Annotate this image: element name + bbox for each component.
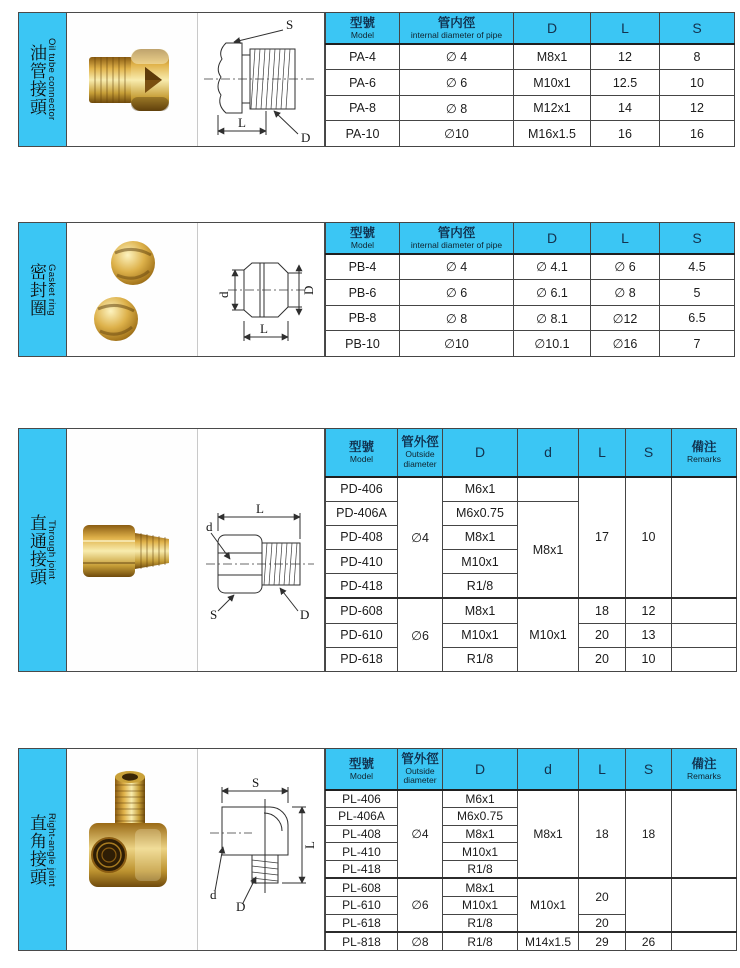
dim-label-l: L (260, 321, 268, 336)
product-panel (18, 12, 325, 147)
column-header: 型號 Model (326, 429, 398, 477)
spec-cell: PB-4 (326, 254, 400, 280)
category-label-oil-tube-connector (19, 13, 67, 146)
spec-cell: M6x1 (443, 790, 518, 808)
spec-cell: M8x1 (443, 825, 518, 843)
dim-label-d-big: D (301, 285, 316, 295)
column-header: L (579, 749, 626, 790)
dim-label-s: S (286, 17, 294, 32)
spec-cell: 13 (626, 623, 672, 647)
spec-cell: PL-608 (326, 878, 398, 896)
dim-label-l: L (302, 841, 317, 849)
spec-cell: M6x0.75 (443, 501, 518, 525)
spec-cell: M8x1 (518, 501, 579, 598)
table-row (326, 878, 737, 896)
column-header: D (443, 749, 518, 790)
spec-cell: 8 (660, 44, 735, 70)
spec-cell: 10 (660, 70, 735, 96)
spec-cell: 16 (591, 121, 660, 147)
category-label-en: Through joint (46, 520, 57, 580)
technical-drawing-through-joint (198, 429, 324, 671)
column-header: d (518, 749, 579, 790)
category-label-en: Oil tube connector (46, 38, 57, 121)
spec-cell (626, 878, 672, 932)
dim-label-d: D (301, 130, 311, 144)
column-header: d (518, 429, 579, 477)
spec-cell: 17 (579, 477, 626, 599)
spec-cell: PB-6 (326, 280, 400, 306)
spec-cell: 14 (591, 95, 660, 121)
table-row (326, 70, 735, 96)
table-row (326, 477, 737, 502)
spec-cell: M10x1 (443, 623, 518, 647)
spec-cell: 18 (626, 790, 672, 879)
table-row (326, 121, 735, 147)
dim-label-d-big: D (300, 607, 310, 622)
spec-cell (672, 878, 737, 932)
spec-cell: 10 (626, 647, 672, 671)
spec-cell (672, 932, 737, 950)
category-label-through-joint (19, 429, 67, 671)
spec-cell: PB-8 (326, 305, 400, 331)
spec-cell: PL-410 (326, 843, 398, 861)
category-label-cn: 直通接頭 (27, 514, 46, 586)
spec-cell: PD-610 (326, 623, 398, 647)
spec-cell: PD-410 (326, 550, 398, 574)
spec-cell: M8x1 (518, 790, 579, 879)
spec-cell: M8x1 (514, 44, 591, 70)
spec-cell: ∅6 (398, 878, 443, 932)
spec-cell: 10 (626, 477, 672, 599)
dim-label-l: L (238, 115, 246, 130)
spec-table-pl-series (325, 748, 737, 951)
spec-cell: ∅6 (398, 598, 443, 671)
table-row (326, 331, 735, 357)
spec-cell: 4.5 (660, 254, 735, 280)
column-header: 管内徑 internal diameter of pipe (400, 223, 514, 254)
column-header: S (660, 13, 735, 44)
column-header: 管内徑 internal diameter of pipe (400, 13, 514, 44)
spec-cell: ∅4 (398, 477, 443, 599)
column-header: 型號 Model (326, 749, 398, 790)
spec-cell: PA-4 (326, 44, 400, 70)
product-panel (18, 222, 325, 357)
technical-drawing-gasket-ring (198, 223, 324, 356)
spec-cell: ∅ 8 (400, 95, 514, 121)
spec-cell: R1/8 (443, 647, 518, 671)
spec-cell: PD-406 (326, 477, 398, 502)
spec-cell: M10x1 (443, 897, 518, 915)
column-header: L (591, 13, 660, 44)
section-right-angle-joint (18, 748, 737, 951)
section-gasket-ring (18, 222, 735, 357)
product-photo-gasket-ring (67, 223, 198, 356)
column-header: S (626, 429, 672, 477)
spec-cell: PD-608 (326, 598, 398, 623)
dim-label-l: L (256, 501, 264, 516)
spec-cell: 16 (660, 121, 735, 147)
spec-table-pb-series (325, 222, 735, 357)
spec-cell: M16x1.5 (514, 121, 591, 147)
category-label-en: Right-angle joint (46, 812, 57, 887)
spec-cell: M8x1 (443, 878, 518, 896)
spec-cell: 18 (579, 790, 626, 879)
spec-cell (518, 477, 579, 502)
spec-cell: PL-408 (326, 825, 398, 843)
spec-cell: ∅ 4 (400, 254, 514, 280)
spec-cell: 20 (579, 623, 626, 647)
category-label-cn: 直角接頭 (27, 813, 46, 886)
spec-cell: 20 (579, 647, 626, 671)
spec-cell: PB-10 (326, 331, 400, 357)
spec-table-pd-series (325, 428, 737, 672)
spec-cell: R1/8 (443, 860, 518, 878)
spec-cell: PL-406 (326, 790, 398, 808)
spec-cell: M10x1 (514, 70, 591, 96)
table-row (326, 44, 735, 70)
technical-drawing-oil-tube-connector (198, 13, 324, 146)
dim-label-d-small: d (216, 291, 231, 298)
spec-cell: 6.5 (660, 305, 735, 331)
spec-cell: PL-618 (326, 914, 398, 932)
product-photo-through-joint (67, 429, 198, 671)
spec-cell: ∅ 8.1 (514, 305, 591, 331)
spec-cell: ∅10 (400, 121, 514, 147)
spec-cell: PA-10 (326, 121, 400, 147)
column-header: 管外徑 Outside diameter (398, 429, 443, 477)
spec-cell: ∅ 6.1 (514, 280, 591, 306)
dim-label-d-small: d (206, 519, 213, 534)
spec-cell: PA-6 (326, 70, 400, 96)
column-header: D (514, 223, 591, 254)
spec-cell: 12.5 (591, 70, 660, 96)
spec-cell: M12x1 (514, 95, 591, 121)
spec-cell: ∅12 (591, 305, 660, 331)
technical-drawing-right-angle-joint (198, 749, 324, 950)
spec-cell: PD-408 (326, 525, 398, 549)
column-header: D (443, 429, 518, 477)
spec-cell: PL-406A (326, 808, 398, 826)
dim-label-d-small: d (210, 887, 217, 902)
column-header: 型號 Model (326, 13, 400, 44)
spec-cell: ∅8 (398, 932, 443, 950)
spec-cell: M10x1 (518, 598, 579, 671)
spec-cell (672, 647, 737, 671)
spec-cell: PA-8 (326, 95, 400, 121)
spec-cell: ∅4 (398, 790, 443, 879)
section-oil-tube-connector (18, 12, 735, 147)
dim-label-s: S (252, 775, 260, 790)
table-row (326, 305, 735, 331)
spec-cell: PL-818 (326, 932, 398, 950)
spec-cell: ∅ 6 (400, 70, 514, 96)
spec-cell: 12 (660, 95, 735, 121)
spec-cell: ∅ 6 (591, 254, 660, 280)
spec-cell: M10x1 (518, 878, 579, 932)
dim-label-d-big: D (236, 899, 246, 914)
category-label-cn: 油管接頭 (27, 43, 46, 116)
product-panel (18, 428, 325, 672)
spec-cell: PD-418 (326, 574, 398, 599)
spec-cell: ∅ 4.1 (514, 254, 591, 280)
spec-cell: ∅ 6 (400, 280, 514, 306)
column-header: S (660, 223, 735, 254)
column-header: 管外徑 Outside diameter (398, 749, 443, 790)
spec-cell: ∅16 (591, 331, 660, 357)
spec-cell: M6x0.75 (443, 808, 518, 826)
column-header: 型號 Model (326, 223, 400, 254)
column-header: 備注 Remarks (672, 429, 737, 477)
spec-cell: ∅10 (400, 331, 514, 357)
spec-cell: 12 (626, 598, 672, 623)
spec-cell: 20 (579, 878, 626, 914)
spec-cell: M6x1 (443, 477, 518, 502)
spec-cell: ∅ 4 (400, 44, 514, 70)
spec-cell: PD-618 (326, 647, 398, 671)
spec-cell: R1/8 (443, 932, 518, 950)
category-label-cn: 密封圈 (27, 262, 46, 317)
product-panel (18, 748, 325, 951)
spec-cell (672, 598, 737, 623)
spec-cell: ∅ 8 (400, 305, 514, 331)
spec-table-pa-series (325, 12, 735, 147)
spec-cell: R1/8 (443, 914, 518, 932)
column-header: S (626, 749, 672, 790)
product-photo-right-angle-joint (67, 749, 198, 950)
spec-cell: 5 (660, 280, 735, 306)
table-row (326, 790, 737, 808)
column-header: L (591, 223, 660, 254)
category-label-right-angle-joint (19, 749, 67, 950)
spec-cell: ∅ 8 (591, 280, 660, 306)
spec-cell (672, 623, 737, 647)
category-label-gasket-ring (19, 223, 67, 356)
spec-cell: PL-610 (326, 897, 398, 915)
spec-cell: PD-406A (326, 501, 398, 525)
table-row (326, 598, 737, 623)
spec-cell: 20 (579, 914, 626, 932)
column-header: L (579, 429, 626, 477)
table-row (326, 254, 735, 280)
spec-cell (672, 477, 737, 599)
column-header: D (514, 13, 591, 44)
spec-cell: R1/8 (443, 574, 518, 599)
table-row (326, 932, 737, 950)
dim-label-s: S (210, 607, 218, 622)
product-photo-oil-tube-connector (67, 13, 198, 146)
spec-cell: M14x1.5 (518, 932, 579, 950)
spec-cell: PL-418 (326, 860, 398, 878)
table-row (326, 95, 735, 121)
spec-cell: M10x1 (443, 843, 518, 861)
spec-cell: 7 (660, 331, 735, 357)
table-row (326, 280, 735, 306)
spec-cell: 12 (591, 44, 660, 70)
spec-cell: 29 (579, 932, 626, 950)
spec-cell: M8x1 (443, 525, 518, 549)
category-label-en: Gasket ring (46, 263, 57, 316)
spec-cell: M8x1 (443, 598, 518, 623)
section-through-joint (18, 428, 737, 672)
spec-cell: M10x1 (443, 550, 518, 574)
spec-cell (672, 790, 737, 879)
spec-cell: 18 (579, 598, 626, 623)
spec-cell: ∅10.1 (514, 331, 591, 357)
spec-cell: 26 (626, 932, 672, 950)
column-header: 備注 Remarks (672, 749, 737, 790)
